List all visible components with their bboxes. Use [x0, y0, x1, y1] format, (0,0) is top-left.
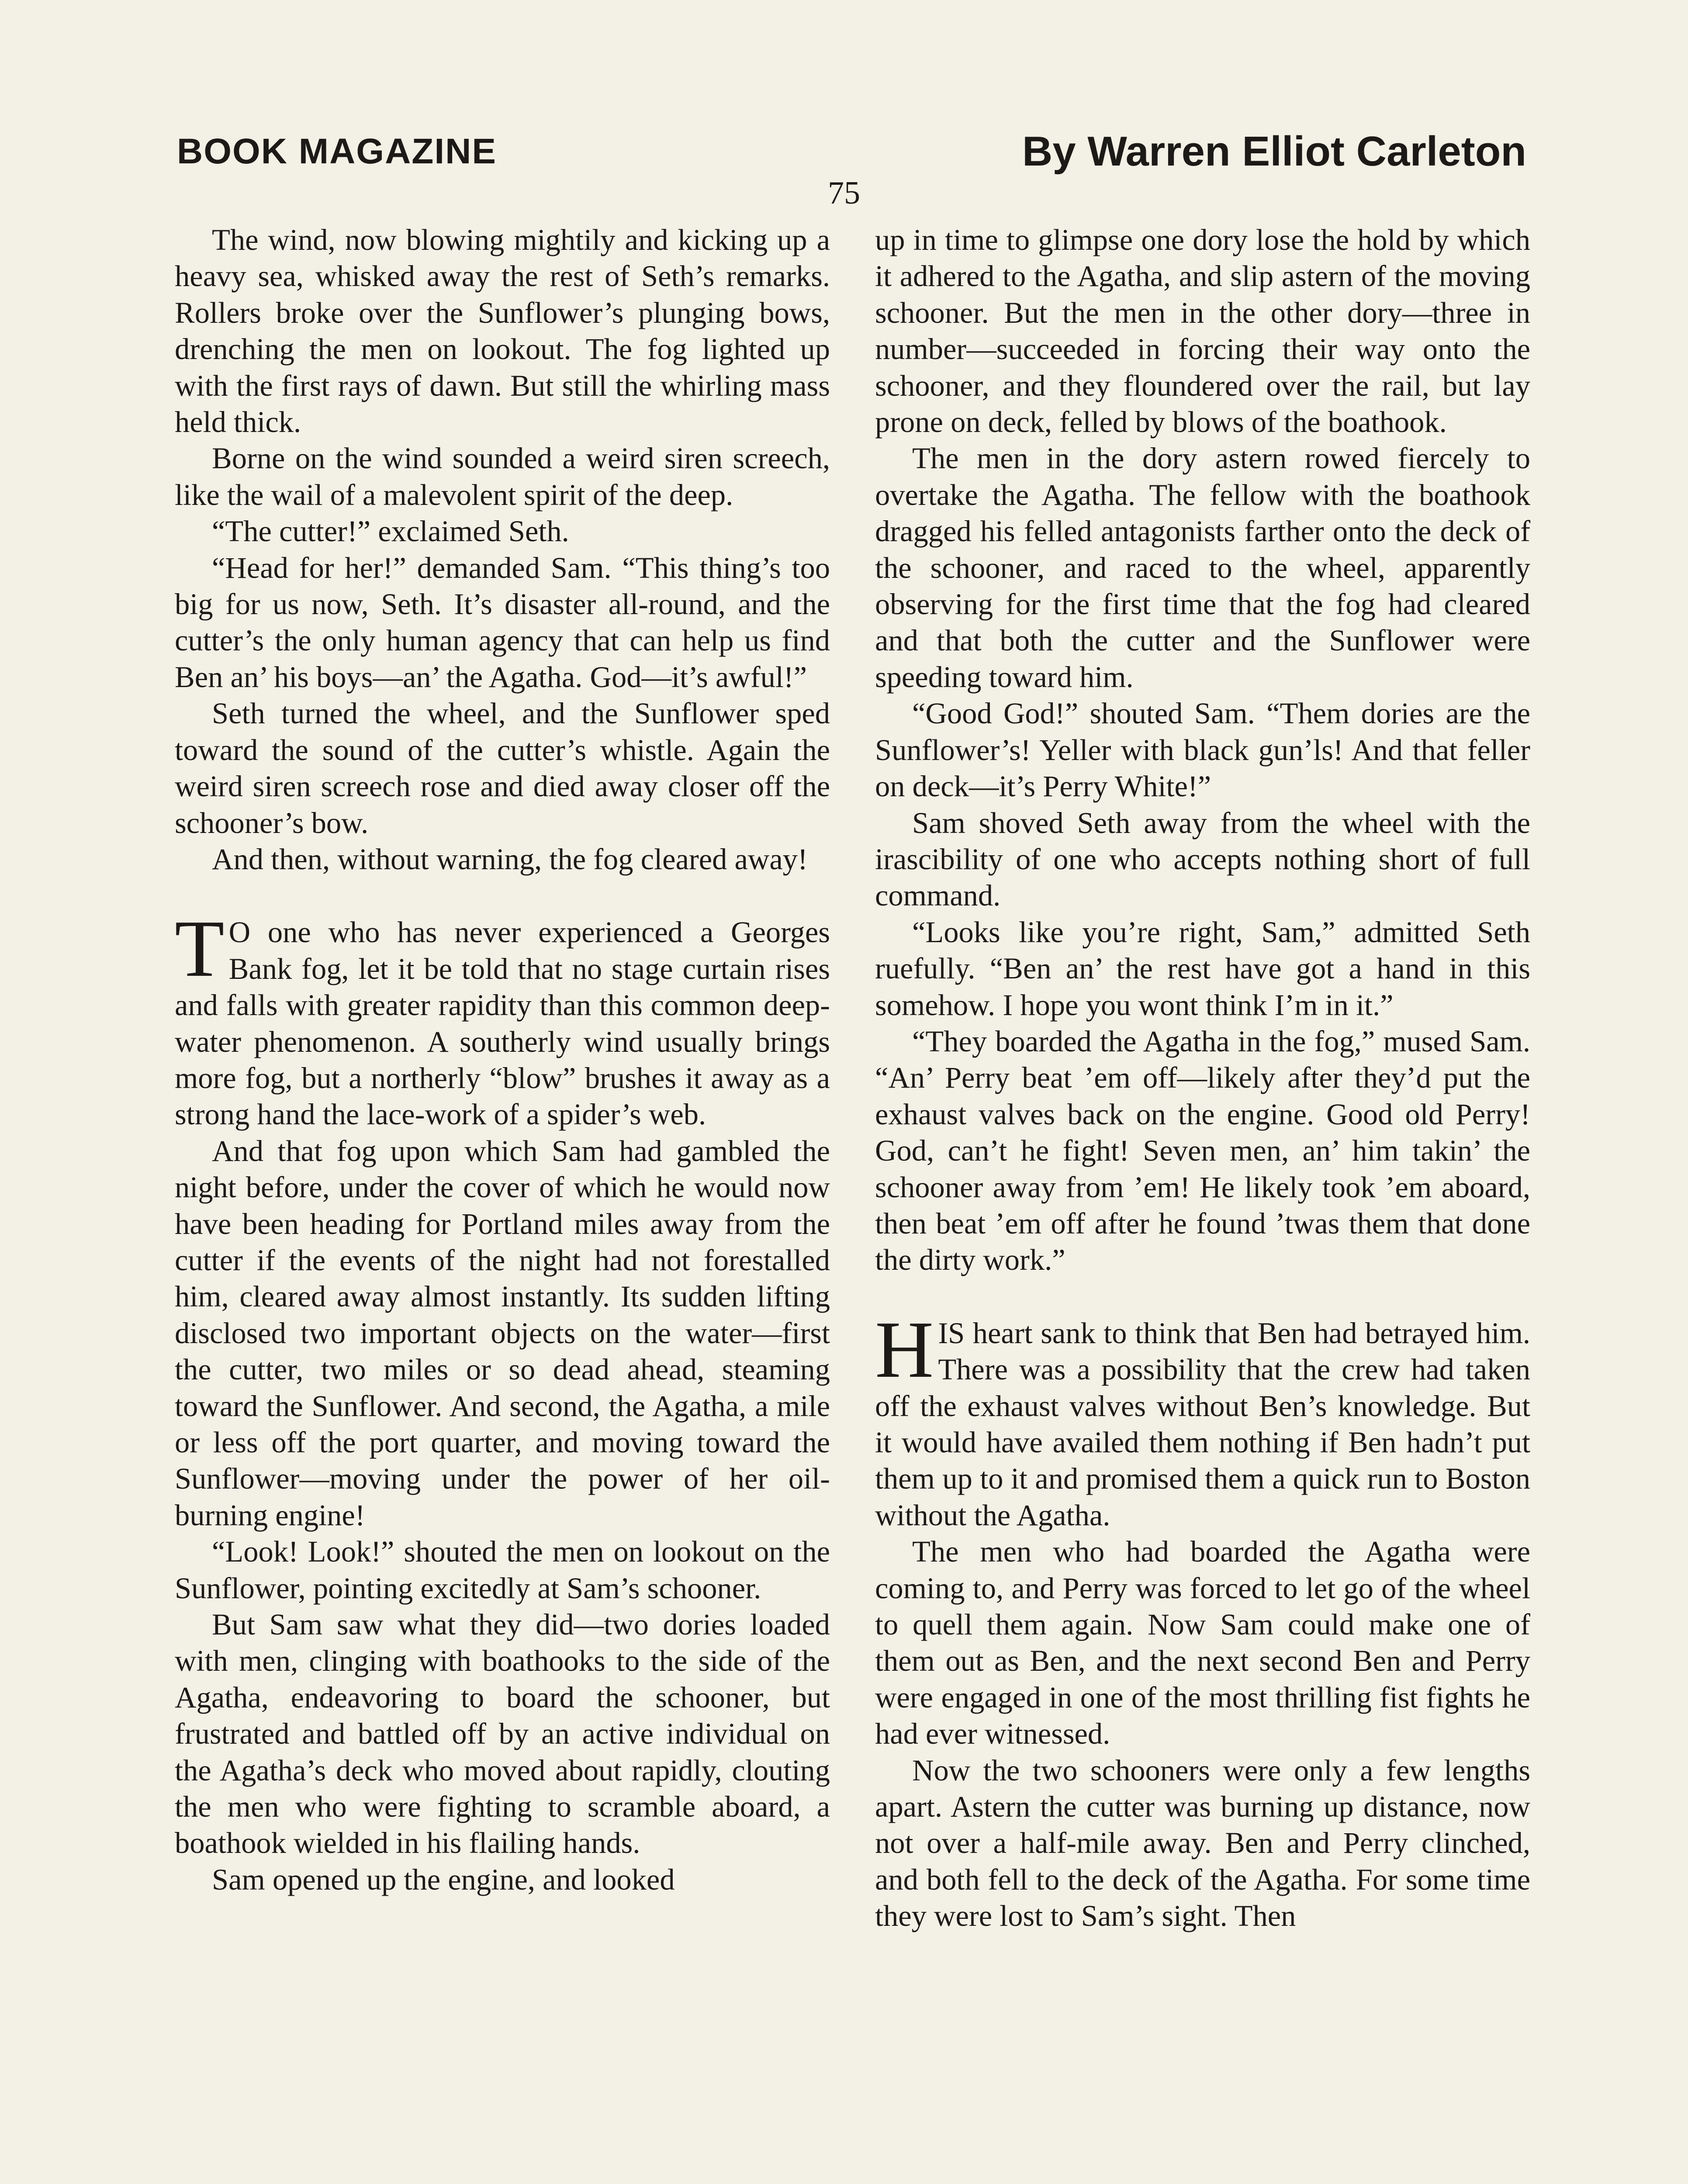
paragraph: But Sam saw what they did—two dories loaded with men, clinging with boathooks to the side of the Agatha, endeavoring to board the schooner, but frustrated and battled off by an active individual on the Agatha’s deck who moved about rapidly, clouting the men who were fighting to scramble aboard, a boathook wielded in his flailing hands.: [175, 1608, 830, 1860]
paragraph: And that fog upon which Sam had gambled the night before, under the cover of which he would now have been heading for Portland miles away from the cutter if the events of the night had not forestalled him, cleared away almost instantly. Its sudden lifting disclosed two important objects on the water—first the cutter, two miles or so dead ahead, steaming toward the Sunflower. And second, the Agatha, a mile or less off the port quarter, and moving toward the Sunflower—moving under the power of her oil-burning engine!: [175, 1134, 830, 1532]
paragraph: And then, without warning, the fog cleared away!: [212, 842, 808, 876]
paragraph: The wind, now blowing mightily and kicking up a heavy sea, whisked away the rest of Seth’s remarks. Rollers broke over the Sunflower’s plunging bows, drenching the men on lookout. The fog lighted up with the first rays of dawn. But still the whirling mass held thick.: [175, 223, 830, 439]
drop-cap: T: [175, 904, 225, 994]
running-head-byline: By Warren Elliot Carleton: [1022, 128, 1526, 175]
section-opening-text: O one who has never experienced a Georges Bank fog, let it be told that no stage curtain rises and falls with greater rapidity than this common deep-water phenomenon. A southerly wind usually brings more fog, but a northerly “blow” brushes it away as a strong hand the lace-work of a spider’s web.: [175, 916, 830, 1131]
paragraph: “Head for her!” demanded Sam. “This thing’s too big for us now, Seth. It’s disaster all-round, and the cutter’s the only human agency that can help us find Ben an’ his boys—an’ the Agatha. God—it’s awful!”: [175, 551, 830, 694]
paragraph: “The cutter!” exclaimed Seth.: [212, 515, 569, 548]
paragraph: Seth turned the wheel, and the Sunflower sped toward the sound of the cutter’s whistle. Again the weird siren screech rose and died away closer off the schooner’s bow.: [175, 697, 830, 840]
paragraph: “Looks like you’re right, Sam,” admitted Seth ruefully. “Ben an’ the rest have got a hand in this somehow. I hope you wont think I’m in it.”: [875, 915, 1530, 1022]
right-column: [875, 222, 1530, 1935]
running-head-left: BOOK MAGAZINE: [177, 131, 497, 171]
paragraph: Sam opened up the engine, and looked: [212, 1863, 675, 1896]
paragraph: “They boarded the Agatha in the fog,” mused Sam. “An’ Perry beat ’em off—likely after they’d put the exhaust valves back on the engine. Good old Perry! God, can’t he fight! Seven men, an’ him takin’ the schooner away from ’em! He likely took ’em aboard, then beat ’em off after he found ’twas them that done the dirty work.”: [875, 1024, 1530, 1277]
paragraph: The men who had boarded the Agatha were coming to, and Perry was forced to let go of the wheel to quell them again. Now Sam could make one of them out as Ben, and the next second Ben and Perry were engaged in one of the most thrilling fist fights he had ever witnessed.: [875, 1535, 1530, 1751]
continued-paragraph: up in time to glimpse one dory lose the hold by which it adhered to the Agatha, and slip astern of the moving schooner. But the men in the other dory—three in number—succeeded in forcing their way onto the schooner, and they floundered over the rail, but lay prone on deck, felled by blows of the boathook.: [875, 223, 1530, 439]
paragraph: Now the two schooners were only a few lengths apart. Astern the cutter was burning up distance, now not over a half-mile away. Ben and Perry clinched, and both fell to the deck of the Agatha. For some time they were lost to Sam’s sight. Then: [875, 1753, 1530, 1933]
paragraph: “Good God!” shouted Sam. “Them dories are the Sunflower’s! Yeller with black gun’ls! And that feller on deck—it’s Perry White!”: [875, 697, 1530, 803]
paragraph: The men in the dory astern rowed fiercely to overtake the Agatha. The fellow with the boathook dragged his felled antagonists farther onto the deck of the schooner, and raced to the wheel, apparently observing for the first time that the fog had cleared and that both the cutter and the Sunflower were speeding toward him.: [875, 442, 1530, 694]
paragraph: Borne on the wind sounded a weird siren screech, like the wail of a malevolent spirit of the deep.: [175, 442, 830, 511]
paragraph: “Look! Look!” shouted the men on lookout on the Sunflower, pointing excitedly at Sam’s schooner.: [175, 1535, 830, 1605]
paragraph: Sam shoved Seth away from the wheel with the irascibility of one who accepts nothing short of full command.: [875, 806, 1530, 912]
section-opening-paragraph: [175, 904, 830, 1133]
page-number: 75: [828, 175, 860, 211]
section-opening-paragraph: [875, 1304, 1530, 1534]
drop-cap: H: [875, 1304, 934, 1395]
left-column: [175, 222, 830, 1898]
section-opening-text: IS heart sank to think that Ben had betrayed him. There was a possibility that the crew had taken off the exhaust valves without Ben’s knowledge. But it would have availed them nothing if Ben hadn’t put them up to it and promised them a quick run to Boston without the Agatha.: [875, 1316, 1530, 1532]
